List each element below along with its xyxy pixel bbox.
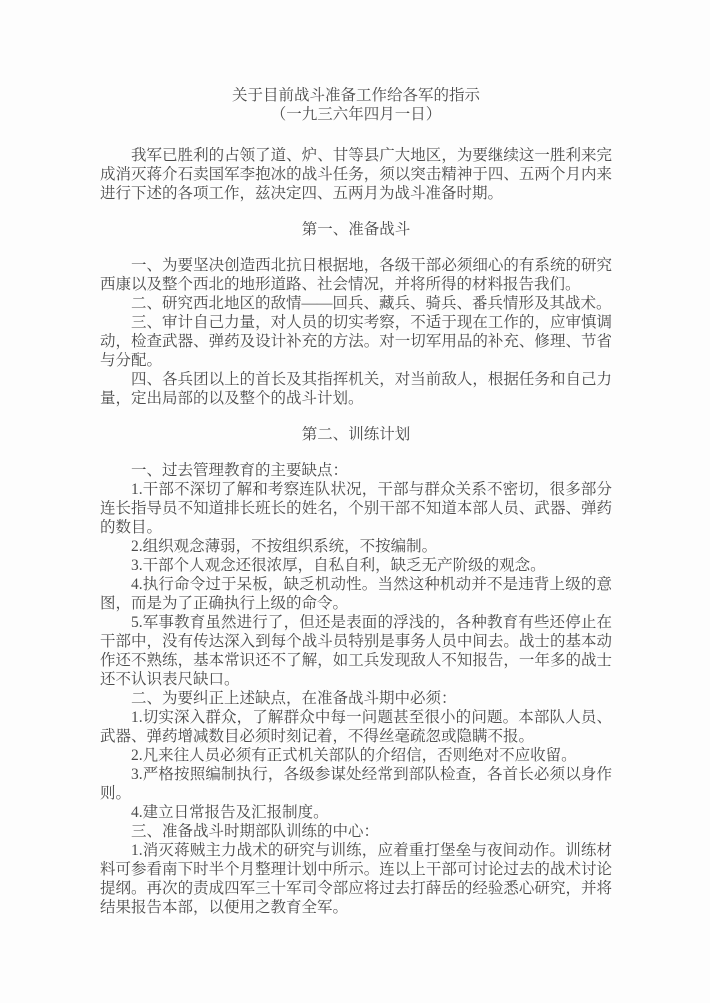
paragraph: 1.切实深入群众，了解群众中每一问题甚至很小的问题。本部队人员、武器、弹药增减数目必须时刻记着，不得丝毫疏忽或隐瞒不报。	[100, 709, 612, 745]
section-1-heading: 第一、准备战斗	[301, 221, 411, 238]
intro-paragraph: 我军已胜利的占领了道、炉、甘等县广大地区，为要继续这一胜利来完成消灭蒋介石卖国军李抱冰的战斗任务，须以突击精神于四、五两个月内来进行下述的各项工作，兹决定四、五两月为战斗准备时期。	[100, 147, 612, 202]
paragraph: 3.严格按照编制执行，各级参谋处经常到部队检查，各首长必须以身作则。	[100, 766, 612, 802]
section-2-heading: 第二、训练计划	[301, 426, 411, 443]
paragraph: 二、研究西北地区的敌情——回兵、藏兵、骑兵、番兵情形及其战术。	[131, 295, 612, 312]
paragraph: 三、准备战斗时期部队训练的中心：	[131, 823, 380, 840]
paragraph: 1.干部不深切了解和考察连队状况，干部与群众关系不密切，很多部分连长指导员不知道排长班长的姓名，个别干部不知道本部人员、武器、弹药的数目。	[100, 481, 612, 536]
paragraph: 一、过去管理教育的主要缺点：	[131, 462, 349, 479]
paragraph: 一、为要坚决创造西北抗日根据地，各级干部必须细心的有系统的研究西康以及整个西北的地形道路、社会情况，并将所得的材料报告我们。	[100, 257, 612, 293]
paragraph: 二、为要纠正上述缺点，在准备战斗期中必须：	[131, 690, 457, 707]
paragraph: 1.消灭蒋贼主力战术的研究与训练，应着重打堡垒与夜间动作。训练材料可参看南下时半个月整理计划中所示。连以上干部可讨论过去的战术讨论提纲。再次的责成四军三十军司令部应将过去打薛岳的经验悉心研究，并将结果报告本部，以便用之教育全军。	[100, 842, 612, 916]
document-title: 关于目前战斗准备工作给各军的指示	[231, 87, 480, 104]
document-date: （一九三六年四月一日）	[270, 106, 442, 123]
paragraph: 4.建立日常报告及汇报制度。	[131, 804, 329, 821]
paragraph: 2.组织观念薄弱，不按组织系统，不按编制。	[131, 538, 438, 555]
paragraph: 四、各兵团以上的首长及其指挥机关，对当前敌人，根据任务和自己力量，定出局部的以及整个的战斗计划。	[100, 371, 612, 407]
paragraph: 3.干部个人观念还很浓厚，自私自利，缺乏无产阶级的观念。	[131, 557, 546, 574]
paragraph: 5.军事教育虽然进行了，但还是表面的浮浅的，各种教育有些还停止在干部中，没有传达深入到每个战斗员特别是事务人员中间去。战士的基本动作还不熟练，基本常识还不了解，如工兵发现敌人不知报告，一年多的战士还不认识表尺缺口。	[100, 614, 612, 688]
paragraph: 三、审计自己力量，对人员的切实考察，不适于现在工作的，应审慎调动，检查武器、弹药及设计补充的方法。对一切军用品的补充、修理、节省与分配。	[100, 314, 612, 369]
paragraph: 2.凡来往人员必须有正式机关部队的介绍信，否则绝对不应收留。	[131, 747, 577, 764]
paragraph: 4.执行命令过于呆板，缺乏机动性。当然这种机动并不是违背上级的意图，而是为了正确执行上级的命令。	[100, 576, 612, 612]
